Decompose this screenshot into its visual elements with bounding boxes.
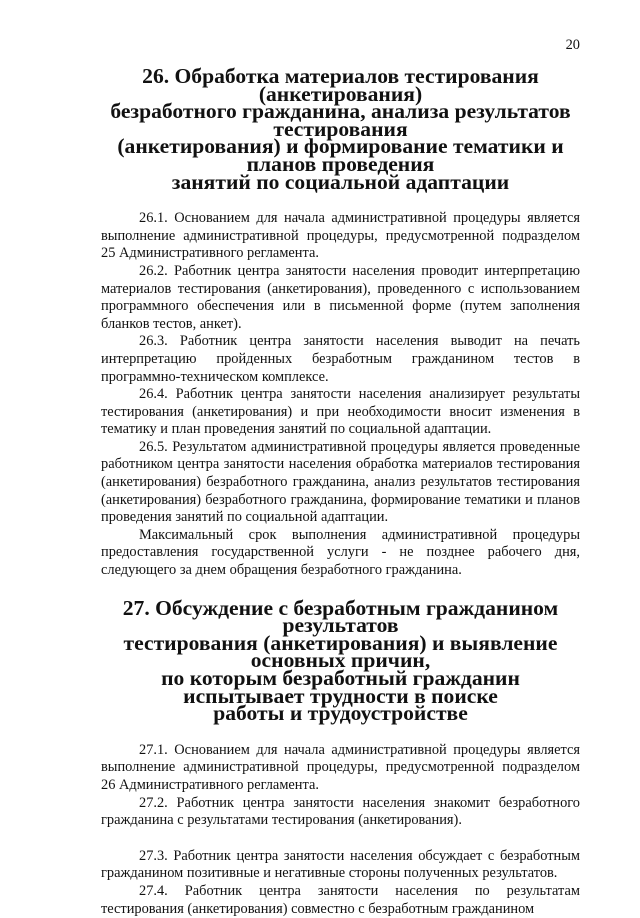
paragraph-26-1: 26.1. Основанием для начала административной процедуры является выполнение административной процедуры, предусмотренной подразделом 25 Административного регламента.	[101, 210, 580, 262]
section-title-line: (анкетирования) и формирование тематики и планов проведения	[117, 134, 564, 176]
section-title-26	[101, 64, 580, 194]
section-title-line: работы и трудоустройстве	[213, 701, 468, 726]
paragraph-27-2: 27.2. Работник центра занятости населения знакомит безработного гражданина с результатами тестирования (анкетирования).	[101, 794, 580, 829]
paragraph-26-4: 26.4. Работник центра занятости населения анализирует результаты тестирования (анкетирования) и при необходимости вносит изменения в тематику и план проведения занятий по социальной адаптации.	[101, 386, 580, 438]
section-title-27	[101, 595, 580, 726]
paragraph-27-3: 27.3. Работник центра занятости населения обсуждает с безработным гражданином позитивные и негативные стороны полученных результатов.	[101, 847, 580, 882]
paragraph-26-2: 26.2. Работник центра занятости населения проводит интерпретацию материалов тестирования (анкетирования), проведенного с использованием программного обеспечения или в письменной форме (путем заполнения бланков тестов, анкет).	[101, 262, 580, 332]
section-title-line: тестирования (анкетирования) и выявление основных причин,	[123, 630, 558, 673]
paragraph-26-deadline: Максимальный срок выполнения административной процедуры предоставления государственной услуги - не позднее рабочего дня, следующего за днем обращения безработного гражданина.	[101, 526, 580, 579]
paragraph-27-4: 27.4. Работник центра занятости населения по результатам тестирования (анкетирования) совместно с безработным гражданином	[101, 882, 580, 917]
section-title-line: 26. Обработка материалов тестирования (анкетирования)	[142, 64, 539, 106]
section-title-line: безработного гражданина, анализа результатов тестирования	[110, 99, 571, 141]
section-title-line: 27. Обсуждение с безработным гражданином результатов	[122, 595, 559, 638]
paragraph-26-5: 26.5. Результатом административной процедуры является проведенные работником центра занятости населения обработка материалов тестирования (анкетирования) безработного гражданина, анализ результатов тестирования (анкетирования) безработного гражданина, формирование тематики и планов проведения занятий по социальной адаптации.	[101, 438, 580, 526]
paragraph-27-1: 27.1. Основанием для начала административной процедуры является выполнение административной процедуры, предусмотренной подразделом 26 Административного регламента.	[101, 741, 580, 793]
section-title-line: занятий по социальной адаптации	[171, 169, 510, 194]
document-page	[101, 36, 580, 918]
paragraph-26-3: 26.3. Работник центра занятости населения выводит на печать интерпретацию пройденных безработным гражданином тестов в программно-техническом комплексе.	[101, 333, 580, 385]
section-title-line: по которым безработный гражданин испытывает трудности в поиске	[161, 666, 520, 708]
page-number: 20	[565, 37, 580, 53]
